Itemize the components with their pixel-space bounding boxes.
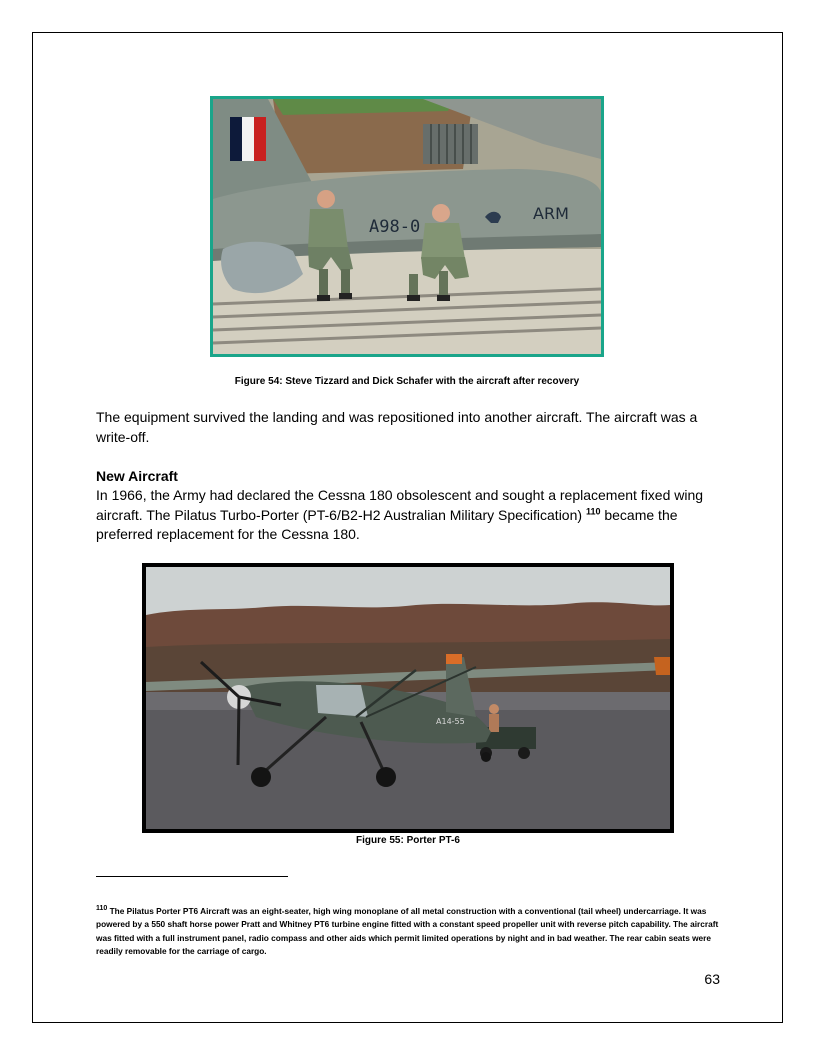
paragraph-1: The equipment survived the landing and was repositioned into another aircraft. The aircraft was a write-off. xyxy=(96,409,698,445)
paragraph-2-end: became the preferred replacement for the Cessna 180. xyxy=(96,506,678,542)
figure-54-caption: Figure 54: Steve Tizzard and Dick Schafer with the aircraft after recovery xyxy=(234,376,580,387)
footnote-separator xyxy=(96,876,288,877)
figure-55-photo xyxy=(142,563,674,833)
footnote-text: The Pilatus Porter PT6 Aircraft was an eight-seater, high wing monoplane of all metal construction with a conventional (tail wheel) undercarriage. It was powered by a 550 shaft horse power Pratt and Whitney PT6 turbine engine fitted with a constant speed propeller unit with reverse pitch capability. The aircraft was fitted with a full instrument panel, radio compass and other aids which permit limited operations by night and in bad weather. The rear cabin seats were readily removable for the carriage of cargo. xyxy=(96,906,719,957)
footnote-number: 110 xyxy=(96,905,108,913)
footnote xyxy=(96,905,720,959)
paragraph-2 xyxy=(96,486,706,545)
figure-54-photo xyxy=(210,96,604,357)
figure-54-side-text: ARM xyxy=(533,204,569,223)
figure-55-caption: Figure 55: Porter PT-6 xyxy=(356,835,460,846)
page-number: 63 xyxy=(704,971,720,987)
figure-55-tail-text: A14-55 xyxy=(436,717,465,726)
figure-54-fuselage-text: A98-0 xyxy=(369,217,421,237)
section-heading: New Aircraft xyxy=(96,468,178,484)
paragraph-2-text: In 1966, the Army had declared the Cessna 180 obsolescent and sought a replacement fixed wing aircraft. The Pilatus Turbo-Porter (PT-6/B2-H2 Australian Military Specification) xyxy=(96,487,704,523)
footnote-reference[interactable]: 110 xyxy=(585,505,601,516)
